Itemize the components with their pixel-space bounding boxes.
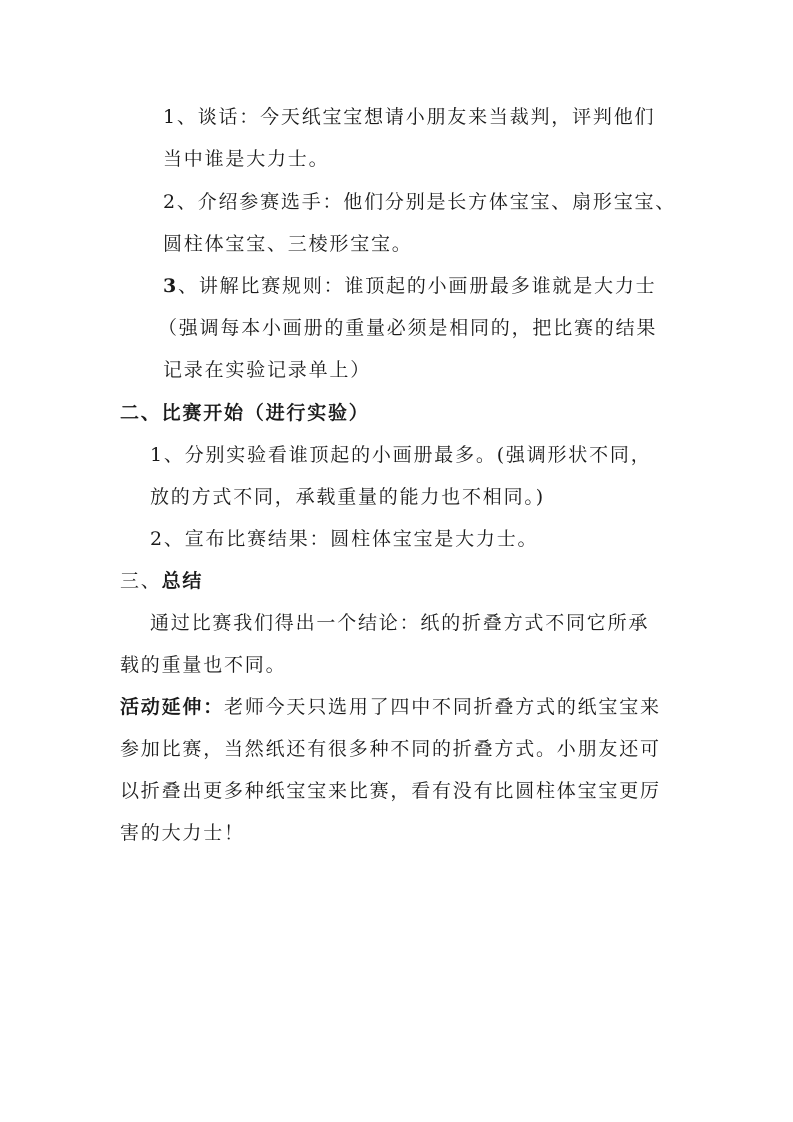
- section2-item1-line1: 1、分别实验看谁顶起的小画册最多。(强调形状不同，: [150, 444, 652, 466]
- intro-item3-line3: 记录在实验记录单上）: [163, 359, 372, 381]
- section3-heading: [120, 568, 203, 594]
- intro-item3-line2: （强调每本小画册的重量必须是相同的，把比赛的结果: [158, 317, 658, 339]
- section2-item2-line1: 2、宣布比赛结果：圆柱体宝宝是大力士。: [150, 528, 539, 550]
- intro-item1-line1: 1、谈话：今天纸宝宝想请小朋友来当裁判，评判他们: [163, 106, 656, 128]
- intro-item3-line1: [163, 273, 656, 299]
- extension-label: 活动延伸：: [120, 696, 225, 718]
- intro-item2-line2: 圆柱体宝宝、三棱形宝宝。: [163, 233, 413, 255]
- section2-item1-line2: 放的方式不同，承载重量的能力也不相同。): [150, 486, 545, 508]
- intro-item3-number: 3: [163, 275, 179, 297]
- extension-line1: [120, 694, 661, 720]
- intro-item3-text: 、讲解比赛规则：谁顶起的小画册最多谁就是大力士: [178, 275, 657, 297]
- section3-heading-bold: 总结: [161, 570, 204, 592]
- intro-item2-line1: 2、介绍参赛选手：他们分别是长方体宝宝、扇形宝宝、: [163, 191, 677, 213]
- extension-line2: 参加比赛，当然纸还有很多种不同的折叠方式。小朋友还可: [120, 738, 661, 760]
- section3-para-line1: 通过比赛我们得出一个结论：纸的折叠方式不同它所承: [150, 612, 650, 634]
- extension-line3: 以折叠出更多种纸宝宝来比赛，看有没有比圆柱体宝宝更厉: [120, 780, 661, 802]
- section3-heading-prefix: 三、: [120, 570, 162, 592]
- section3-para-line2: 载的重量也不同。: [120, 654, 287, 676]
- section2-heading: 二、比赛开始（进行实验）: [120, 402, 370, 424]
- extension-line4: 害的大力士！: [120, 822, 245, 844]
- extension-line1-text: 老师今天只选用了四中不同折叠方式的纸宝宝来: [224, 696, 661, 718]
- intro-item1-line2: 当中谁是大力士。: [163, 148, 330, 170]
